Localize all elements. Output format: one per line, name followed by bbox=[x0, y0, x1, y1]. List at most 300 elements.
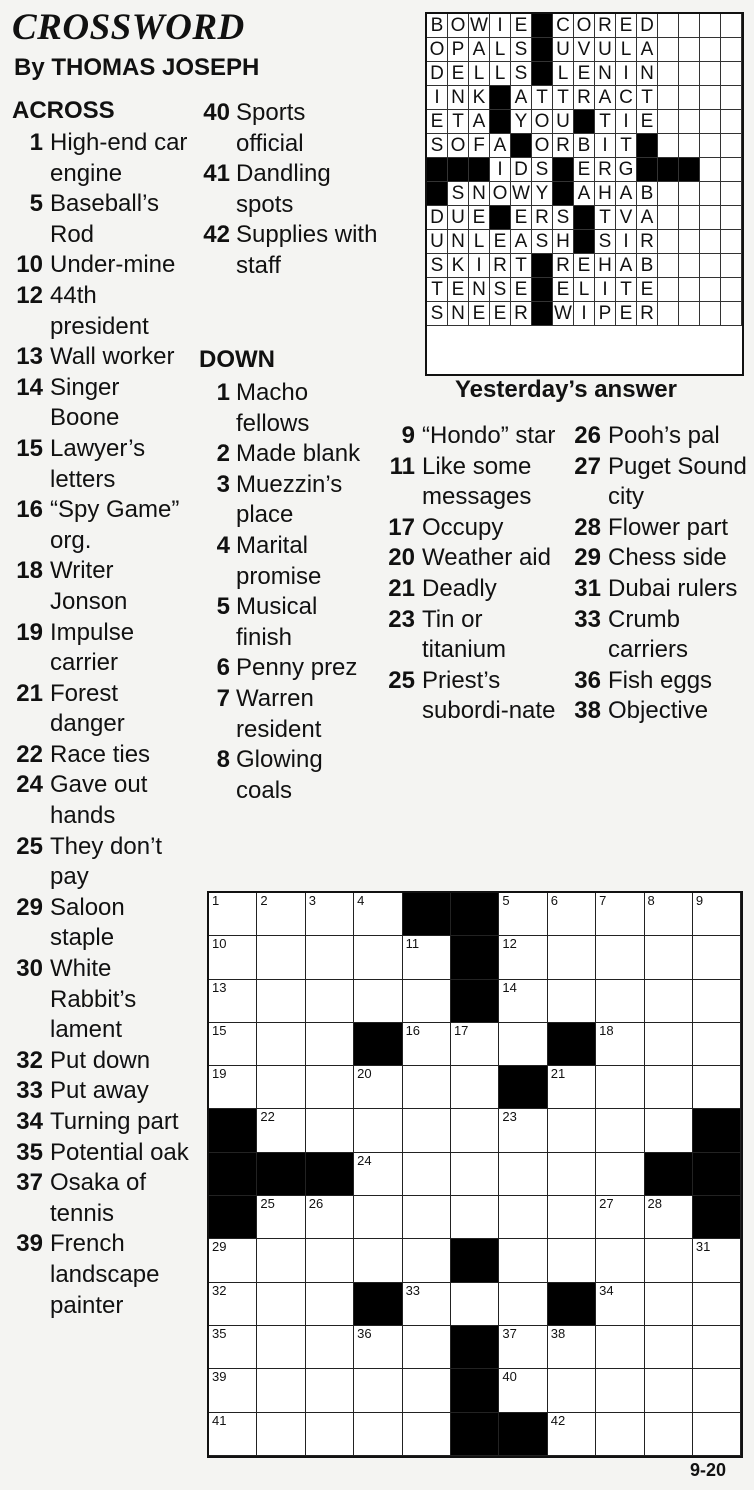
cell-number: 15 bbox=[212, 1022, 227, 1038]
grid-cell[interactable] bbox=[596, 1153, 644, 1196]
answer-cell: S bbox=[427, 254, 448, 278]
grid-cell[interactable] bbox=[693, 1326, 741, 1369]
grid-cell[interactable] bbox=[596, 1066, 644, 1109]
answer-black-square bbox=[574, 110, 595, 134]
cell-number: 18 bbox=[599, 1022, 614, 1038]
across-heading: ACROSS bbox=[12, 97, 115, 124]
clue-text: French landscape painter bbox=[50, 1230, 160, 1319]
grid-cell[interactable] bbox=[548, 893, 596, 936]
cell-number: 33 bbox=[405, 1282, 421, 1298]
answer-cell: D bbox=[427, 62, 448, 86]
grid-cell[interactable] bbox=[354, 980, 402, 1023]
answer-cell: U bbox=[427, 230, 448, 254]
grid-cell[interactable] bbox=[403, 980, 451, 1023]
answer-cell: S bbox=[532, 230, 553, 254]
answer-cell: R bbox=[574, 86, 595, 110]
grid-cell[interactable] bbox=[548, 1066, 596, 1109]
grid-cell[interactable] bbox=[306, 1413, 354, 1456]
clue-down-29 bbox=[570, 543, 750, 574]
grid-cell[interactable] bbox=[548, 1239, 596, 1282]
clue-across-15 bbox=[12, 434, 192, 495]
grid-cell[interactable] bbox=[548, 980, 596, 1023]
answer-cell: T bbox=[595, 206, 616, 230]
answer-cell bbox=[721, 86, 742, 110]
clue-number: 38 bbox=[574, 697, 601, 725]
answer-cell: N bbox=[469, 278, 490, 302]
answer-cell bbox=[679, 110, 700, 134]
answer-cell bbox=[658, 38, 679, 62]
clue-down-4 bbox=[199, 531, 379, 592]
grid-cell[interactable] bbox=[354, 1196, 402, 1239]
across-clues-column-2 bbox=[199, 98, 379, 282]
clue-across-35 bbox=[12, 1138, 192, 1169]
grid-cell[interactable] bbox=[354, 1153, 402, 1196]
cell-number: 39 bbox=[212, 1369, 227, 1385]
black-square bbox=[257, 1153, 305, 1196]
grid-cell[interactable] bbox=[354, 1239, 402, 1282]
grid-cell[interactable] bbox=[306, 1109, 354, 1152]
black-square bbox=[548, 1023, 596, 1066]
grid-cell[interactable] bbox=[257, 1283, 305, 1326]
answer-cell: S bbox=[553, 206, 574, 230]
grid-cell[interactable] bbox=[451, 1153, 499, 1196]
answer-cell: R bbox=[553, 134, 574, 158]
clue-down-20 bbox=[384, 543, 564, 574]
clue-across-19 bbox=[12, 618, 192, 679]
grid-cell[interactable] bbox=[596, 1239, 644, 1282]
answer-cell: Y bbox=[532, 182, 553, 206]
cell-number: 41 bbox=[212, 1412, 227, 1428]
answer-cell bbox=[721, 182, 742, 206]
answer-cell bbox=[721, 206, 742, 230]
grid-cell[interactable] bbox=[403, 1153, 451, 1196]
answer-black-square bbox=[448, 158, 469, 182]
grid-cell[interactable] bbox=[499, 893, 547, 936]
answer-cell: O bbox=[532, 110, 553, 134]
answer-cell: A bbox=[469, 38, 490, 62]
clue-text: Flower part bbox=[608, 513, 729, 541]
black-square bbox=[451, 936, 499, 979]
cell-number: 13 bbox=[212, 979, 227, 995]
clue-text: Singer Boone bbox=[50, 373, 120, 432]
grid-cell[interactable] bbox=[209, 1283, 257, 1326]
grid-cell[interactable] bbox=[306, 1283, 354, 1326]
clue-number: 39 bbox=[16, 1230, 43, 1258]
clue-text: High-end car engine bbox=[50, 129, 188, 187]
answer-cell: U bbox=[553, 110, 574, 134]
clue-across-10 bbox=[12, 250, 192, 281]
clue-across-22 bbox=[12, 740, 192, 771]
answer-black-square bbox=[490, 86, 511, 110]
puzzle-title: CROSSWORD bbox=[12, 7, 245, 48]
grid-cell[interactable] bbox=[499, 980, 547, 1023]
clue-text: Musical finish bbox=[236, 593, 318, 651]
answer-black-square bbox=[532, 302, 553, 326]
answer-cell bbox=[679, 230, 700, 254]
black-square bbox=[403, 893, 451, 936]
answer-cell: T bbox=[616, 134, 637, 158]
answer-cell bbox=[658, 206, 679, 230]
grid-cell[interactable] bbox=[403, 1023, 451, 1066]
clue-down-21 bbox=[384, 574, 564, 605]
clue-across-1 bbox=[12, 128, 192, 189]
answer-cell: R bbox=[637, 302, 658, 326]
grid-cell[interactable] bbox=[548, 1369, 596, 1412]
answer-black-square bbox=[532, 278, 553, 302]
answer-cell: A bbox=[637, 206, 658, 230]
grid-cell[interactable] bbox=[645, 893, 693, 936]
clue-text: “Spy Game” org. bbox=[50, 496, 180, 554]
clue-number: 33 bbox=[574, 605, 601, 633]
grid-cell[interactable] bbox=[209, 1369, 257, 1412]
clue-down-25 bbox=[384, 666, 564, 727]
clue-number: 20 bbox=[388, 544, 415, 572]
cell-number: 21 bbox=[550, 1066, 566, 1082]
grid-cell[interactable] bbox=[596, 1196, 644, 1239]
answer-cell: E bbox=[574, 254, 595, 278]
answer-cell: C bbox=[553, 14, 574, 38]
answer-cell: V bbox=[616, 206, 637, 230]
grid-cell[interactable] bbox=[548, 1413, 596, 1456]
grid-cell[interactable] bbox=[596, 1023, 644, 1066]
black-square bbox=[354, 1023, 402, 1066]
answer-cell: I bbox=[616, 62, 637, 86]
grid-cell[interactable] bbox=[354, 1326, 402, 1369]
answer-cell bbox=[721, 38, 742, 62]
answer-cell: I bbox=[427, 86, 448, 110]
grid-cell[interactable] bbox=[596, 1413, 644, 1456]
grid-cell[interactable] bbox=[451, 1109, 499, 1152]
grid-cell[interactable] bbox=[257, 1413, 305, 1456]
grid-cell[interactable] bbox=[451, 1283, 499, 1326]
clue-number: 40 bbox=[203, 99, 230, 126]
answer-cell bbox=[700, 86, 721, 110]
grid-cell[interactable] bbox=[306, 936, 354, 979]
answer-cell: N bbox=[595, 62, 616, 86]
grid-cell[interactable] bbox=[693, 936, 741, 979]
clue-number: 22 bbox=[16, 740, 43, 768]
clue-across-37 bbox=[12, 1168, 192, 1229]
grid-cell[interactable] bbox=[403, 1109, 451, 1152]
grid-cell[interactable] bbox=[354, 1066, 402, 1109]
grid-cell[interactable] bbox=[596, 1283, 644, 1326]
clue-text: Puget Sound city bbox=[608, 452, 747, 511]
grid-cell[interactable] bbox=[403, 1413, 451, 1456]
answer-cell: N bbox=[448, 230, 469, 254]
clue-number: 32 bbox=[16, 1046, 43, 1074]
grid-cell[interactable] bbox=[354, 936, 402, 979]
clue-text: Gave out hands bbox=[50, 771, 148, 830]
clue-across-30 bbox=[12, 954, 192, 1046]
clue-number: 18 bbox=[16, 557, 43, 585]
grid-cell[interactable] bbox=[499, 1239, 547, 1282]
cell-number: 6 bbox=[550, 893, 558, 908]
answer-cell: T bbox=[616, 278, 637, 302]
answer-cell: A bbox=[469, 110, 490, 134]
cell-number: 38 bbox=[550, 1325, 566, 1341]
answer-cell: E bbox=[637, 110, 658, 134]
grid-cell[interactable] bbox=[451, 1066, 499, 1109]
grid-cell[interactable] bbox=[499, 1326, 547, 1369]
clue-number: 35 bbox=[16, 1138, 43, 1166]
answer-cell: I bbox=[490, 158, 511, 182]
grid-cell[interactable] bbox=[499, 1369, 547, 1412]
grid-cell[interactable] bbox=[645, 1326, 693, 1369]
grid-cell[interactable] bbox=[548, 1109, 596, 1152]
answer-cell bbox=[658, 254, 679, 278]
cell-number: 22 bbox=[260, 1109, 275, 1125]
grid-cell[interactable] bbox=[645, 980, 693, 1023]
grid-cell[interactable] bbox=[306, 1196, 354, 1239]
grid-cell[interactable] bbox=[499, 1153, 547, 1196]
grid-cell[interactable] bbox=[548, 1326, 596, 1369]
answer-cell bbox=[721, 110, 742, 134]
clue-text: Turning part bbox=[50, 1108, 179, 1135]
answer-cell bbox=[700, 14, 721, 38]
clue-number: 1 bbox=[216, 379, 230, 406]
clue-number: 37 bbox=[16, 1169, 43, 1197]
clue-number: 13 bbox=[16, 343, 43, 371]
clue-across-25 bbox=[12, 832, 192, 893]
answer-cell: E bbox=[469, 302, 490, 326]
grid-cell[interactable] bbox=[209, 980, 257, 1023]
grid-cell[interactable] bbox=[693, 1283, 741, 1326]
grid-cell[interactable] bbox=[403, 1196, 451, 1239]
grid-cell[interactable] bbox=[596, 893, 644, 936]
answer-cell bbox=[700, 206, 721, 230]
clue-text: White Rabbit’s lament bbox=[50, 955, 137, 1044]
grid-cell[interactable] bbox=[596, 1369, 644, 1412]
answer-cell: N bbox=[448, 86, 469, 110]
grid-cell[interactable] bbox=[209, 1413, 257, 1456]
answer-black-square bbox=[532, 14, 553, 38]
cell-number: 11 bbox=[405, 936, 420, 952]
grid-cell[interactable] bbox=[693, 980, 741, 1023]
clue-down-23 bbox=[384, 605, 564, 666]
grid-cell[interactable] bbox=[596, 980, 644, 1023]
answer-cell: U bbox=[553, 38, 574, 62]
answer-cell: S bbox=[532, 158, 553, 182]
answer-cell bbox=[658, 278, 679, 302]
clue-text: Pooh’s pal bbox=[608, 422, 720, 449]
clue-down-26 bbox=[570, 421, 750, 452]
grid-cell[interactable] bbox=[645, 1283, 693, 1326]
black-square bbox=[645, 1153, 693, 1196]
clue-text: Dubai rulers bbox=[608, 574, 738, 602]
grid-cell[interactable] bbox=[403, 1369, 451, 1412]
grid-cell[interactable] bbox=[209, 936, 257, 979]
answer-black-square bbox=[532, 254, 553, 278]
cell-number: 42 bbox=[550, 1412, 566, 1428]
answer-cell bbox=[658, 110, 679, 134]
grid-cell[interactable] bbox=[257, 1066, 305, 1109]
answer-cell: A bbox=[490, 134, 511, 158]
grid-cell[interactable] bbox=[306, 1066, 354, 1109]
clue-down-28 bbox=[570, 513, 750, 544]
down-clues-column-3 bbox=[570, 421, 750, 727]
grid-cell[interactable] bbox=[257, 893, 305, 936]
grid-cell[interactable] bbox=[693, 1369, 741, 1412]
grid-cell[interactable] bbox=[548, 1153, 596, 1196]
clue-number: 5 bbox=[216, 593, 230, 621]
clue-number: 28 bbox=[574, 513, 601, 541]
clue-across-34 bbox=[12, 1107, 192, 1138]
grid-cell[interactable] bbox=[306, 893, 354, 936]
answer-cell: A bbox=[616, 254, 637, 278]
clue-text: Potential oak bbox=[50, 1138, 189, 1166]
grid-cell[interactable] bbox=[645, 1109, 693, 1152]
grid-cell[interactable] bbox=[693, 1413, 741, 1456]
clue-text: Writer Jonson bbox=[50, 557, 128, 615]
grid-cell[interactable] bbox=[354, 1369, 402, 1412]
answer-cell: L bbox=[490, 38, 511, 62]
answer-cell bbox=[658, 134, 679, 158]
answer-cell: B bbox=[637, 182, 658, 206]
grid-cell[interactable] bbox=[257, 1239, 305, 1282]
answer-cell: R bbox=[595, 158, 616, 182]
clue-number: 30 bbox=[16, 955, 43, 983]
grid-cell[interactable] bbox=[451, 1196, 499, 1239]
grid-cell[interactable] bbox=[693, 1239, 741, 1282]
grid-cell[interactable] bbox=[645, 1066, 693, 1109]
grid-cell[interactable] bbox=[306, 1239, 354, 1282]
grid-cell[interactable] bbox=[693, 893, 741, 936]
answer-cell: B bbox=[574, 134, 595, 158]
clue-number: 1 bbox=[29, 129, 43, 156]
grid-cell[interactable] bbox=[645, 1196, 693, 1239]
grid-cell[interactable] bbox=[306, 980, 354, 1023]
grid-cell[interactable] bbox=[645, 1023, 693, 1066]
clue-number: 23 bbox=[388, 605, 415, 633]
grid-cell[interactable] bbox=[499, 1283, 547, 1326]
grid-cell[interactable] bbox=[354, 893, 402, 936]
clue-down-31 bbox=[570, 574, 750, 605]
grid-cell[interactable] bbox=[403, 1283, 451, 1326]
grid-cell[interactable] bbox=[548, 1196, 596, 1239]
answer-cell: U bbox=[595, 38, 616, 62]
answer-cell bbox=[679, 134, 700, 158]
grid-cell[interactable] bbox=[403, 1326, 451, 1369]
clue-down-38 bbox=[570, 696, 750, 727]
grid-cell[interactable] bbox=[499, 936, 547, 979]
grid-cell[interactable] bbox=[257, 1369, 305, 1412]
grid-cell[interactable] bbox=[257, 1109, 305, 1152]
answer-cell bbox=[700, 158, 721, 182]
black-square bbox=[451, 1369, 499, 1412]
grid-cell[interactable] bbox=[403, 1239, 451, 1282]
clue-text: Supplies with staff bbox=[236, 221, 378, 279]
cell-number: 7 bbox=[599, 893, 607, 908]
clue-down-5 bbox=[199, 592, 379, 653]
grid-cell[interactable] bbox=[306, 1023, 354, 1066]
answer-cell bbox=[679, 38, 700, 62]
grid-cell[interactable] bbox=[596, 936, 644, 979]
grid-cell[interactable] bbox=[645, 936, 693, 979]
grid-cell[interactable] bbox=[645, 1413, 693, 1456]
grid-cell[interactable] bbox=[548, 936, 596, 979]
grid-cell[interactable] bbox=[499, 1023, 547, 1066]
grid-cell[interactable] bbox=[499, 1196, 547, 1239]
clue-number: 16 bbox=[16, 496, 43, 524]
clue-text: Dandling spots bbox=[236, 160, 331, 218]
answer-cell: H bbox=[595, 182, 616, 206]
answer-cell bbox=[700, 182, 721, 206]
grid-cell[interactable] bbox=[645, 1369, 693, 1412]
answer-cell bbox=[700, 134, 721, 158]
clue-number: 2 bbox=[216, 440, 230, 468]
answer-cell: T bbox=[595, 110, 616, 134]
answer-cell bbox=[721, 62, 742, 86]
grid-cell[interactable] bbox=[306, 1326, 354, 1369]
clue-number: 21 bbox=[16, 679, 43, 707]
answer-cell bbox=[700, 110, 721, 134]
grid-cell[interactable] bbox=[354, 1413, 402, 1456]
clue-number: 25 bbox=[16, 832, 43, 860]
answer-black-square bbox=[553, 158, 574, 182]
grid-cell[interactable] bbox=[693, 1066, 741, 1109]
grid-cell[interactable] bbox=[257, 936, 305, 979]
grid-cell[interactable] bbox=[257, 1023, 305, 1066]
cell-number: 5 bbox=[502, 893, 510, 908]
answer-cell: E bbox=[511, 14, 532, 38]
grid-cell[interactable] bbox=[209, 893, 257, 936]
grid-cell[interactable] bbox=[209, 1326, 257, 1369]
clue-text: Marital promise bbox=[236, 531, 322, 590]
clue-text: Glowing coals bbox=[236, 746, 323, 804]
clue-number: 25 bbox=[388, 666, 415, 694]
grid-cell[interactable] bbox=[257, 1326, 305, 1369]
grid-cell[interactable] bbox=[257, 980, 305, 1023]
clue-number: 11 bbox=[389, 452, 415, 480]
grid-cell[interactable] bbox=[209, 1239, 257, 1282]
clue-text: Made blank bbox=[236, 440, 361, 468]
answer-cell: W bbox=[469, 14, 490, 38]
answer-cell bbox=[700, 230, 721, 254]
clue-across-12 bbox=[12, 281, 192, 342]
cell-number: 24 bbox=[357, 1152, 372, 1168]
answer-black-square bbox=[532, 38, 553, 62]
clue-number: 7 bbox=[216, 684, 230, 712]
grid-cell[interactable] bbox=[451, 1023, 499, 1066]
answer-cell: O bbox=[532, 134, 553, 158]
cell-number: 8 bbox=[647, 893, 655, 908]
answer-black-square bbox=[511, 134, 532, 158]
clue-down-11 bbox=[384, 452, 564, 513]
grid-cell[interactable] bbox=[596, 1326, 644, 1369]
grid-cell[interactable] bbox=[596, 1109, 644, 1152]
grid-cell[interactable] bbox=[306, 1369, 354, 1412]
clue-text: Baseball’s Rod bbox=[50, 190, 159, 248]
clue-number: 14 bbox=[16, 373, 43, 401]
answer-cell: E bbox=[448, 62, 469, 86]
answer-cell: R bbox=[637, 230, 658, 254]
grid-cell[interactable] bbox=[354, 1109, 402, 1152]
grid-cell[interactable] bbox=[693, 1023, 741, 1066]
clue-down-27 bbox=[570, 452, 750, 513]
grid-cell[interactable] bbox=[645, 1239, 693, 1282]
grid-cell[interactable] bbox=[499, 1109, 547, 1152]
grid-cell[interactable] bbox=[257, 1196, 305, 1239]
grid-cell[interactable] bbox=[403, 936, 451, 979]
answer-cell bbox=[721, 302, 742, 326]
grid-cell[interactable] bbox=[403, 1066, 451, 1109]
grid-cell[interactable] bbox=[209, 1023, 257, 1066]
clue-number: 34 bbox=[16, 1108, 43, 1135]
grid-cell[interactable] bbox=[209, 1066, 257, 1109]
answer-cell: N bbox=[448, 302, 469, 326]
answer-cell bbox=[658, 302, 679, 326]
clue-text: “Hondo” star bbox=[422, 422, 556, 449]
